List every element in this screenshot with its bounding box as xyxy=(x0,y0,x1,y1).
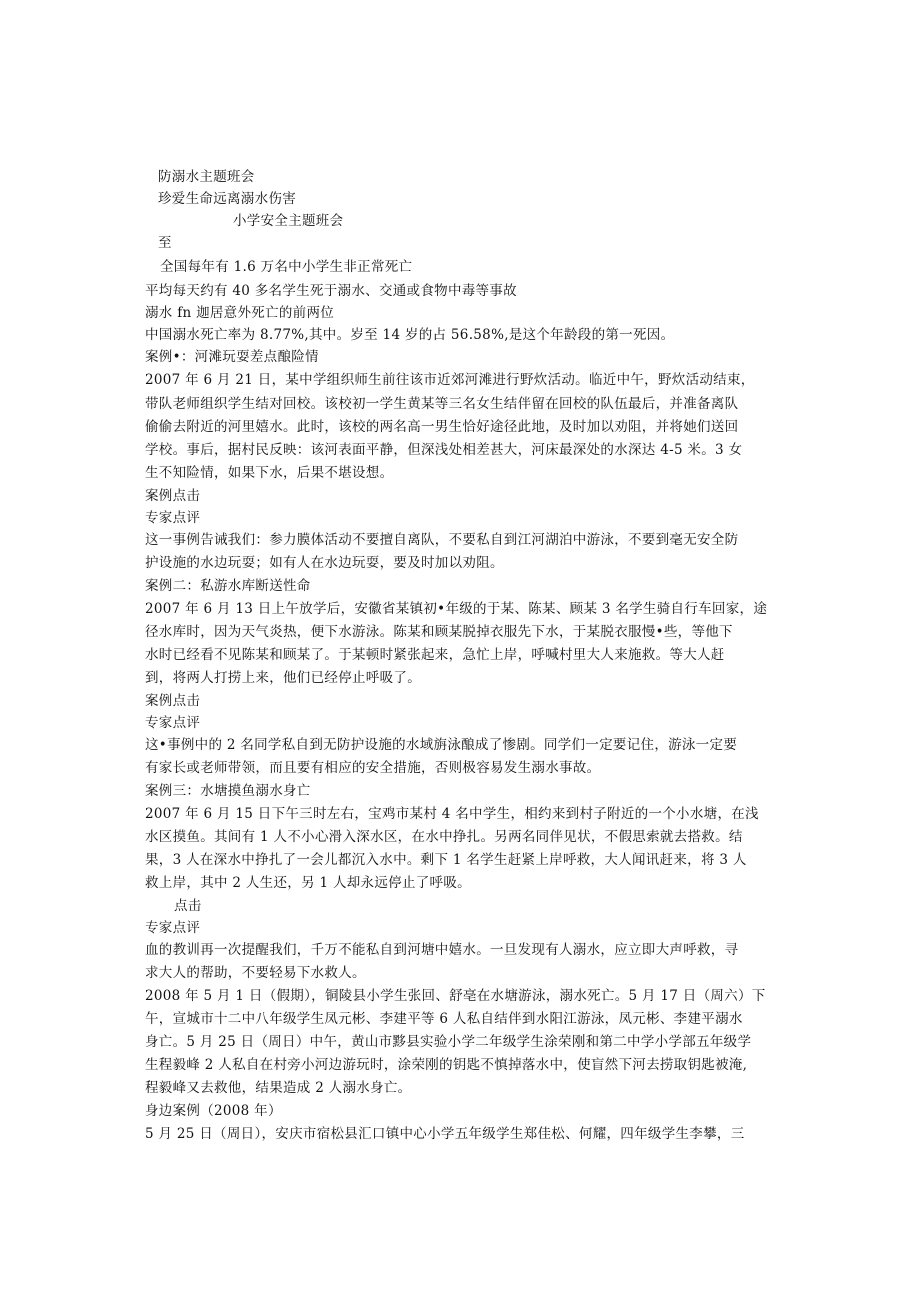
text-line: 生程毅峰 2 人私自在村旁小河边游玩时，涂荣刚的钥匙不慎掉落水中，使盲然下河去捞取钥匙被淹, xyxy=(145,1057,748,1073)
text-line: 5 月 25 日（周日），安庆市宿松县汇口镇中心小学五年级学生郑佳松、何耀，四年级学生李攀，三 xyxy=(145,1126,745,1142)
text-line: 生不知险情，如果下水，后果不堪设想。 xyxy=(145,465,394,481)
text-line: 全国每年有 1.6 万名中小学生非正常死亡 xyxy=(160,259,413,275)
text-line: 这一事例告诫我们：参力膜体活动不要擅自离队，不要私自到江河湖泊中游泳，不要到毫无安全防 xyxy=(145,532,739,548)
text-line: 水时已经看不见陈某和顾某了。于某顿时紧张起来，急忙上岸，呼喊村里大人来施救。等大人赶 xyxy=(145,647,725,663)
text-line: 救上岸，其中 2 人生还，另 1 人却永远停止了呼吸。 xyxy=(145,875,471,891)
text-line: 午，宣城市十二中八年级学生凤元彬、李建平等 6 人私自结伴到水阳江游泳，凤元彬、李建平溺水 xyxy=(145,1011,743,1027)
text-line: 果，3 人在深水中挣扎了一会儿都沉入水中。剩下 1 名学生赶紧上岸呼救，大人闻讯赶来，将 3 人 xyxy=(145,852,747,868)
section-heading: 身边案例（2008 年） xyxy=(145,1103,282,1119)
section-label: 专家点评 xyxy=(145,715,201,731)
text-line: 中国溺水死亡率为 8.77%,其中。岁至 14 岁的占 56.58%,是这个年龄段的第一死因。 xyxy=(145,327,675,343)
text-line: 2007 年 6 月 13 日上午放学后，安徽省某镇初•年级的于某、陈某、顾某 3 名学生骑自行车回家，途 xyxy=(145,601,768,617)
document-title: 防溺水主题班会 xyxy=(158,169,255,185)
text-line: 护设施的水边玩耍；如有人在水边玩耍，要及时加以劝阻。 xyxy=(145,555,504,571)
text-line: 偷偷去附近的河里嬉水。此时，该校的两名高一男生恰好途径此地，及时加以劝阻，并将她们送回 xyxy=(145,419,739,435)
text-line: 2007 年 6 月 21 日，某中学组织师生前往该市近郊河滩进行野炊活动。临近中午，野炊活动结束， xyxy=(145,372,755,388)
text-line: 学校。事后，据村民反映：该河表面平静，但深浅处相差甚大，河床最深处的水深达 4-5 米。3 女 xyxy=(145,442,743,458)
section-heading: 案例二：私游水库断送性命 xyxy=(145,578,311,594)
text-line: 到，将两人打捞上来，他们已经停止呼吸了。 xyxy=(145,670,421,686)
text-line: 求大人的帮助，不要轻易下水救人。 xyxy=(145,965,366,981)
text-line: 身亡。5 月 25 日（周日）中午，黄山市黟县实验小学二年级学生涂荣刚和第二中学小学部五年级学 xyxy=(145,1034,752,1050)
text-line: 这•事例中的 2 名同学私自到无防护设施的水域旃泳酿成了惨剧。同学们一定要记住，游泳一定要 xyxy=(145,737,738,753)
section-label: 专家点评 xyxy=(145,920,201,936)
text-line: 带队老师组织学生结对回校。该校初一学生黄某等三名女生结伴留在回校的队伍最后，并准备离队 xyxy=(145,396,739,412)
text-line: 2008 年 5 月 1 日（假期），铜陵县小学生张回、舒亳在水塘游泳，溺水死亡。5 月 17 日（周六）下 xyxy=(145,988,766,1004)
document-subtitle: 珍爱生命远离溺水伤害 xyxy=(158,191,296,207)
text-line: 平均每天约有 40 多名学生死于溺水、交通或食物中毒等事故 xyxy=(145,283,517,299)
section-label: 点击 xyxy=(174,898,202,914)
section-heading: 案例三：水塘摸鱼溺水身亡 xyxy=(145,783,311,799)
document-heading: 小学安全主题班会 xyxy=(233,213,344,229)
text-line: 血的教训再一次提醒我们，千万不能私自到河塘中嬉水。一旦发现有人溺水，应立即大声呼救，寻 xyxy=(145,942,739,958)
section-label: 案例点击 xyxy=(145,488,201,504)
text-line: 2007 年 6 月 15 日下午三时左右，宝鸡市某村 4 名中学生，相约来到村子附近的一个小水塘，在浅 xyxy=(145,806,759,822)
text-line: 水区摸鱼。其间有 1 人不小心滑入深水区，在水中挣扎。另两名同伴见状，不假思索就去搭救。结 xyxy=(145,829,743,845)
text-line: 溺水 fn 迦居意外死亡的前两位 xyxy=(145,305,335,321)
text-line: 有家长或老师带领，而且要有相应的安全措施，否则极容易发生溺水事故。 xyxy=(145,760,601,776)
section-label: 案例点击 xyxy=(145,693,201,709)
text-line: 至 xyxy=(158,235,172,251)
text-line: 径水库时，因为天气炎热，便下水游泳。陈某和顾某脱掉衣服先下水，于某脱衣服慢•些，等他下 xyxy=(145,624,733,640)
section-label: 专家点评 xyxy=(145,510,201,526)
text-line: 程毅峰又去救他，结果造成 2 人溺水身亡。 xyxy=(145,1080,412,1096)
section-heading: 案例•：河滩玩耍差点酿险情 xyxy=(145,349,319,365)
